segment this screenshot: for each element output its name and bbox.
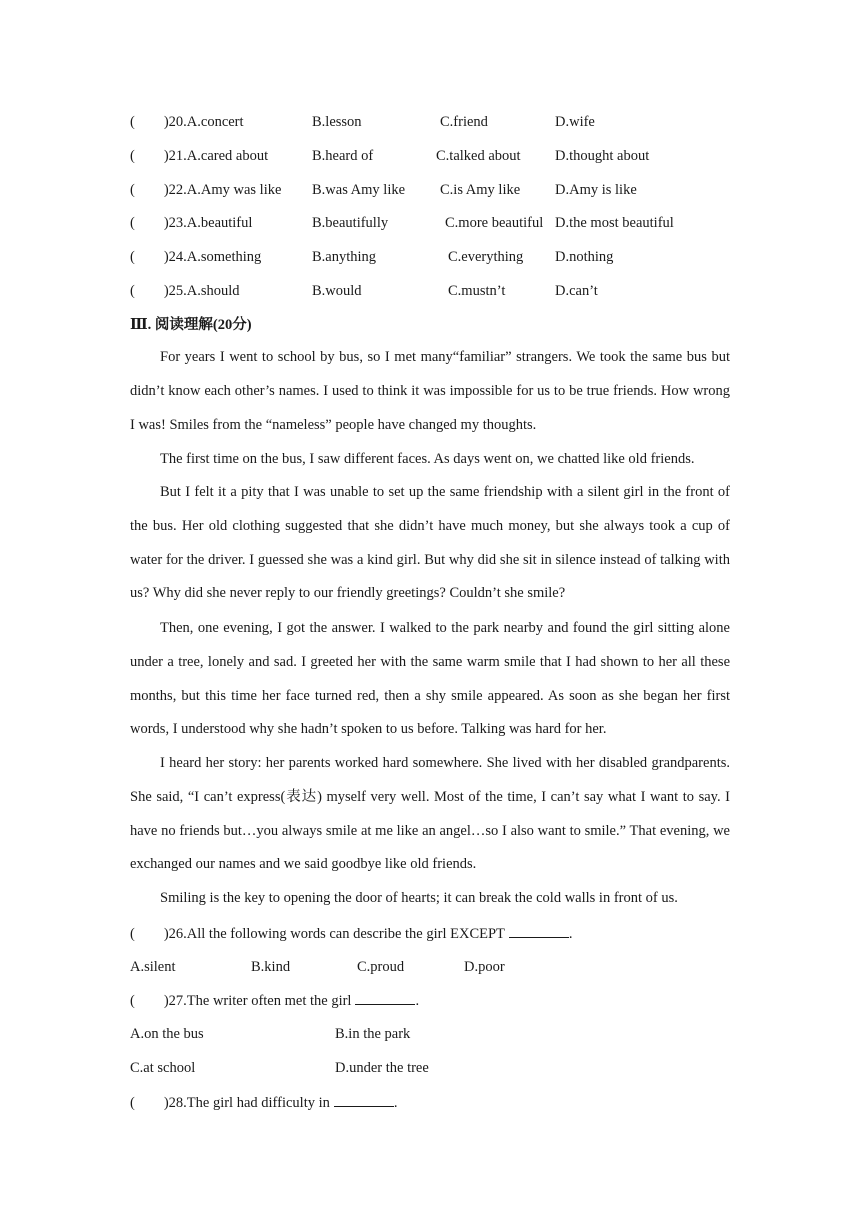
question-27-option-b: B.in the park [335,1026,411,1042]
passage-paragraph-1: For years I went to school by bus, so I met many“familiar” strangers. We took the same bus but didn’t know each other’s names. I used to think it was impossible for us to be true friends. How wrong I was! Smiles from the “nameless” people have changed my thoughts. [130,349,730,433]
passage-paragraph-3: But I felt it a pity that I was unable to set up the same friendship with a silent girl in the front of the bus. Her old clothing suggested that she didn’t have much money, but she always took a cup of water for the driver. I guessed she was a kind girl. But why did she sit in silence instead of talking with us? Why did she never reply to our friendly greetings? Couldn’t she smile? [130,484,730,602]
question-27-option-d: D.under the tree [335,1060,429,1076]
question-26-option-c: C.proud [357,959,405,975]
question-25-d: D.can’t [555,283,598,299]
question-27: ( )27.The writer often met the girl . [130,990,419,1010]
question-26-option-d: D.poor [464,959,505,975]
question-24-b: B.anything [312,249,377,265]
question-27-option-c: C.at school [130,1060,196,1076]
question-21-d: D.thought about [555,148,650,164]
answer-blank [355,990,415,1005]
question-21-a: ( )21.A.cared about [130,148,269,164]
passage-paragraph-2: The first time on the bus, I saw different faces. As days went on, we chatted like old friends. [160,451,695,467]
section-heading: Ⅲ. 阅读理解(20分) [130,317,252,333]
answer-blank [334,1092,394,1107]
passage-paragraph-4: Then, one evening, I got the answer. I walked to the park nearby and found the girl sitting alone under a tree, lonely and sad. I greeted her with the same warm smile that I had shown to her all these months, but this time her face turned red, then a shy smile appeared. As soon as she began her first words, I understood why she hadn’t spoken to us before. Talking was hard for her. [130,620,730,738]
question-26-option-a: A.silent [130,959,176,975]
question-26-stem: ( )26.All the following words can describe the girl EXCEPT [130,926,505,942]
question-23-b: B.beautifully [312,215,389,231]
question-27-option-a: A.on the bus [130,1026,204,1042]
question-25-c: C.mustn’t [448,283,506,299]
question-28: ( )28.The girl had difficulty in . [130,1092,398,1112]
question-20-a: ( )20.A.concert [130,114,244,130]
question-22-a: ( )22.A.Amy was like [130,182,282,198]
question-23-d: D.the most beautiful [555,215,674,231]
question-20-b: B.lesson [312,114,362,130]
question-22-d: D.Amy is like [555,182,637,198]
question-20-d: D.wife [555,114,595,130]
question-21-b: B.heard of [312,148,374,164]
question-23-c: C.more beautiful [445,215,544,231]
question-24-c: C.everything [448,249,524,265]
passage-paragraph-6: Smiling is the key to opening the door of hearts; it can break the cold walls in front of us. [160,890,678,906]
question-27-stem: ( )27.The writer often met the girl [130,993,352,1009]
question-25-a: ( )25.A.should [130,283,240,299]
question-25-b: B.would [312,283,362,299]
answer-blank [509,923,569,938]
passage-paragraph-5: I heard her story: her parents worked hard somewhere. She lived with her disabled grandparents. She said, “I can’t express(表达) myself very well. Most of the time, I can’t say what I want to say. I have no friends but…you always smile at me like an angel…so I also want to smile.” That evening, we exchanged our names and we said goodbye like old friends. [130,755,730,873]
question-28-stem: ( )28.The girl had difficulty in [130,1095,330,1111]
question-22-b: B.was Amy like [312,182,406,198]
question-24-a: ( )24.A.something [130,249,262,265]
question-26: ( )26.All the following words can describe the girl EXCEPT . [130,923,573,943]
question-24-d: D.nothing [555,249,614,265]
question-20-c: C.friend [440,114,488,130]
question-21-c: C.talked about [436,148,521,164]
question-22-c: C.is Amy like [440,182,521,198]
question-23-a: ( )23.A.beautiful [130,215,253,231]
question-26-option-b: B.kind [251,959,291,975]
